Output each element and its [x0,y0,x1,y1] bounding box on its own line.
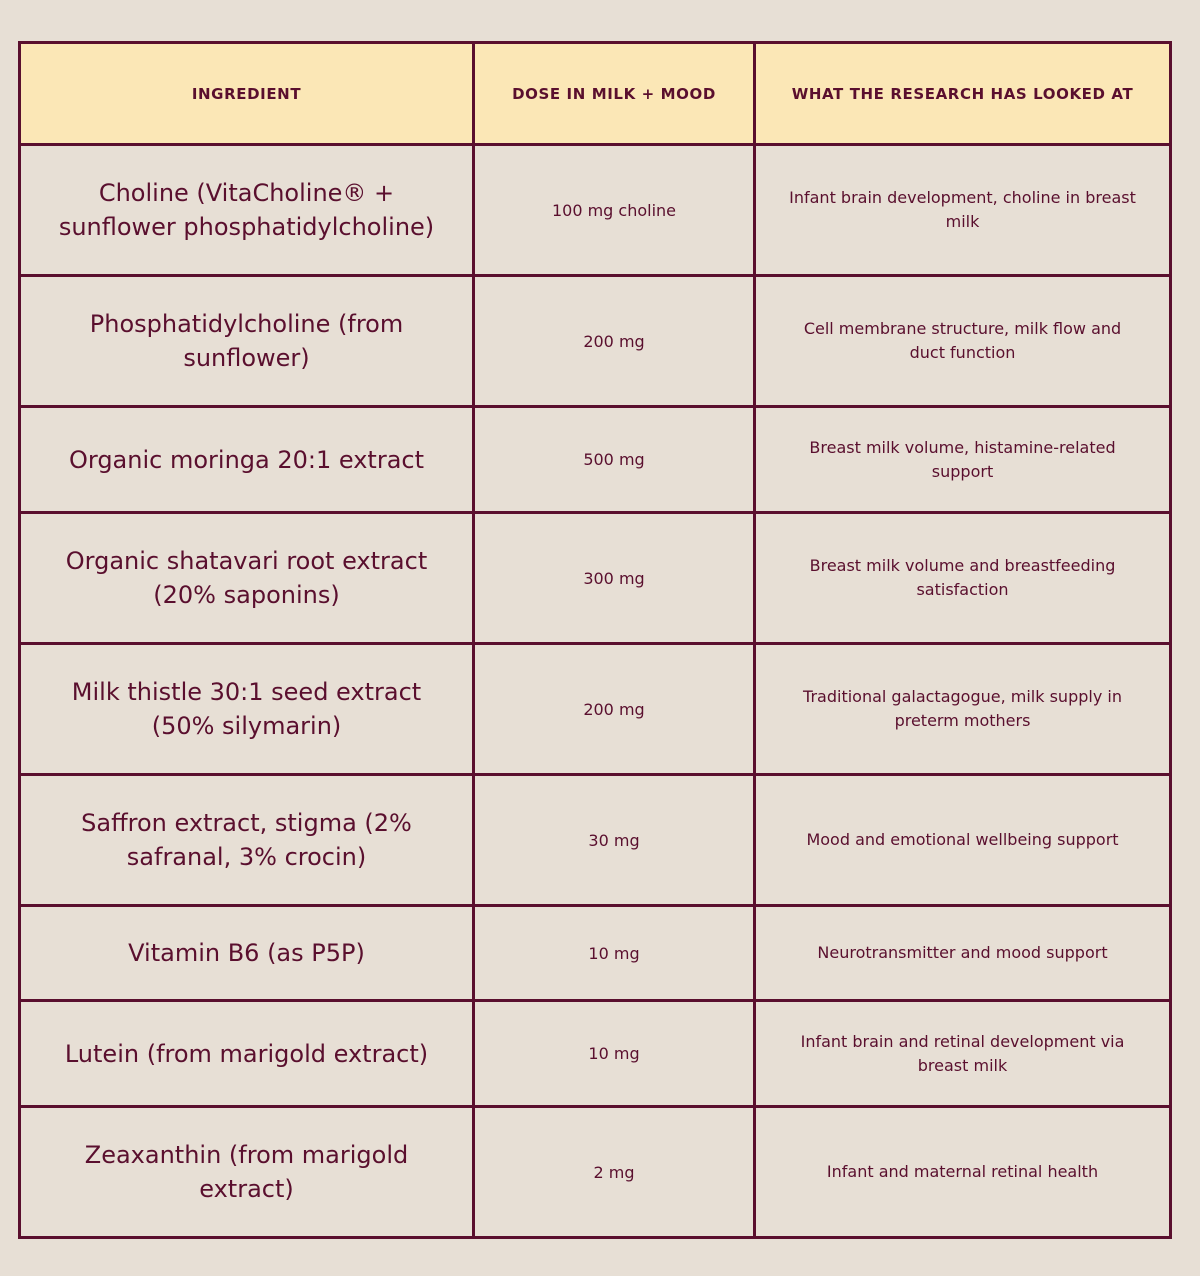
table-row [20,775,1171,906]
header-ingredient: INGREDIENT [20,43,474,145]
research-cell: Infant brain and retinal development via breast milk [755,1001,1171,1107]
research-cell: Infant brain development, choline in breast milk [755,145,1171,276]
table-row [20,145,1171,276]
research-cell: Cell membrane structure, milk flow and duct function [755,276,1171,407]
dose-cell: 30 mg [474,775,755,906]
dose-cell: 2 mg [474,1107,755,1238]
dose-cell: 10 mg [474,906,755,1001]
ingredient-cell: Organic shatavari root extract (20% saponins) [20,513,474,644]
research-cell: Mood and emotional wellbeing support [755,775,1171,906]
research-cell: Traditional galactagogue, milk supply in preterm mothers [755,644,1171,775]
dose-cell: 10 mg [474,1001,755,1107]
table-row [20,1001,1171,1107]
table-header-row [20,43,1171,145]
header-research: WHAT THE RESEARCH HAS LOOKED AT [755,43,1171,145]
ingredient-cell: Choline (VitaCholine® + sunflower phosphatidylcholine) [20,145,474,276]
table-row [20,906,1171,1001]
ingredient-cell: Milk thistle 30:1 seed extract (50% silymarin) [20,644,474,775]
dose-cell: 200 mg [474,644,755,775]
header-dose: DOSE IN MILK + MOOD [474,43,755,145]
ingredient-cell: Saffron extract, stigma (2% safranal, 3% crocin) [20,775,474,906]
ingredient-table-container [18,41,1172,1239]
ingredient-cell: Lutein (from marigold extract) [20,1001,474,1107]
research-cell: Breast milk volume, histamine-related support [755,407,1171,513]
research-cell: Breast milk volume and breastfeeding satisfaction [755,513,1171,644]
table-row [20,644,1171,775]
ingredient-table [18,41,1172,1239]
dose-cell: 300 mg [474,513,755,644]
research-cell: Neurotransmitter and mood support [755,906,1171,1001]
table-row [20,1107,1171,1238]
ingredient-cell: Vitamin B6 (as P5P) [20,906,474,1001]
research-cell: Infant and maternal retinal health [755,1107,1171,1238]
ingredient-cell: Zeaxanthin (from marigold extract) [20,1107,474,1238]
dose-cell: 500 mg [474,407,755,513]
dose-cell: 100 mg choline [474,145,755,276]
table-row [20,276,1171,407]
table-row [20,513,1171,644]
ingredient-cell: Organic moringa 20:1 extract [20,407,474,513]
ingredient-cell: Phosphatidylcholine (from sunflower) [20,276,474,407]
table-row [20,407,1171,513]
dose-cell: 200 mg [474,276,755,407]
